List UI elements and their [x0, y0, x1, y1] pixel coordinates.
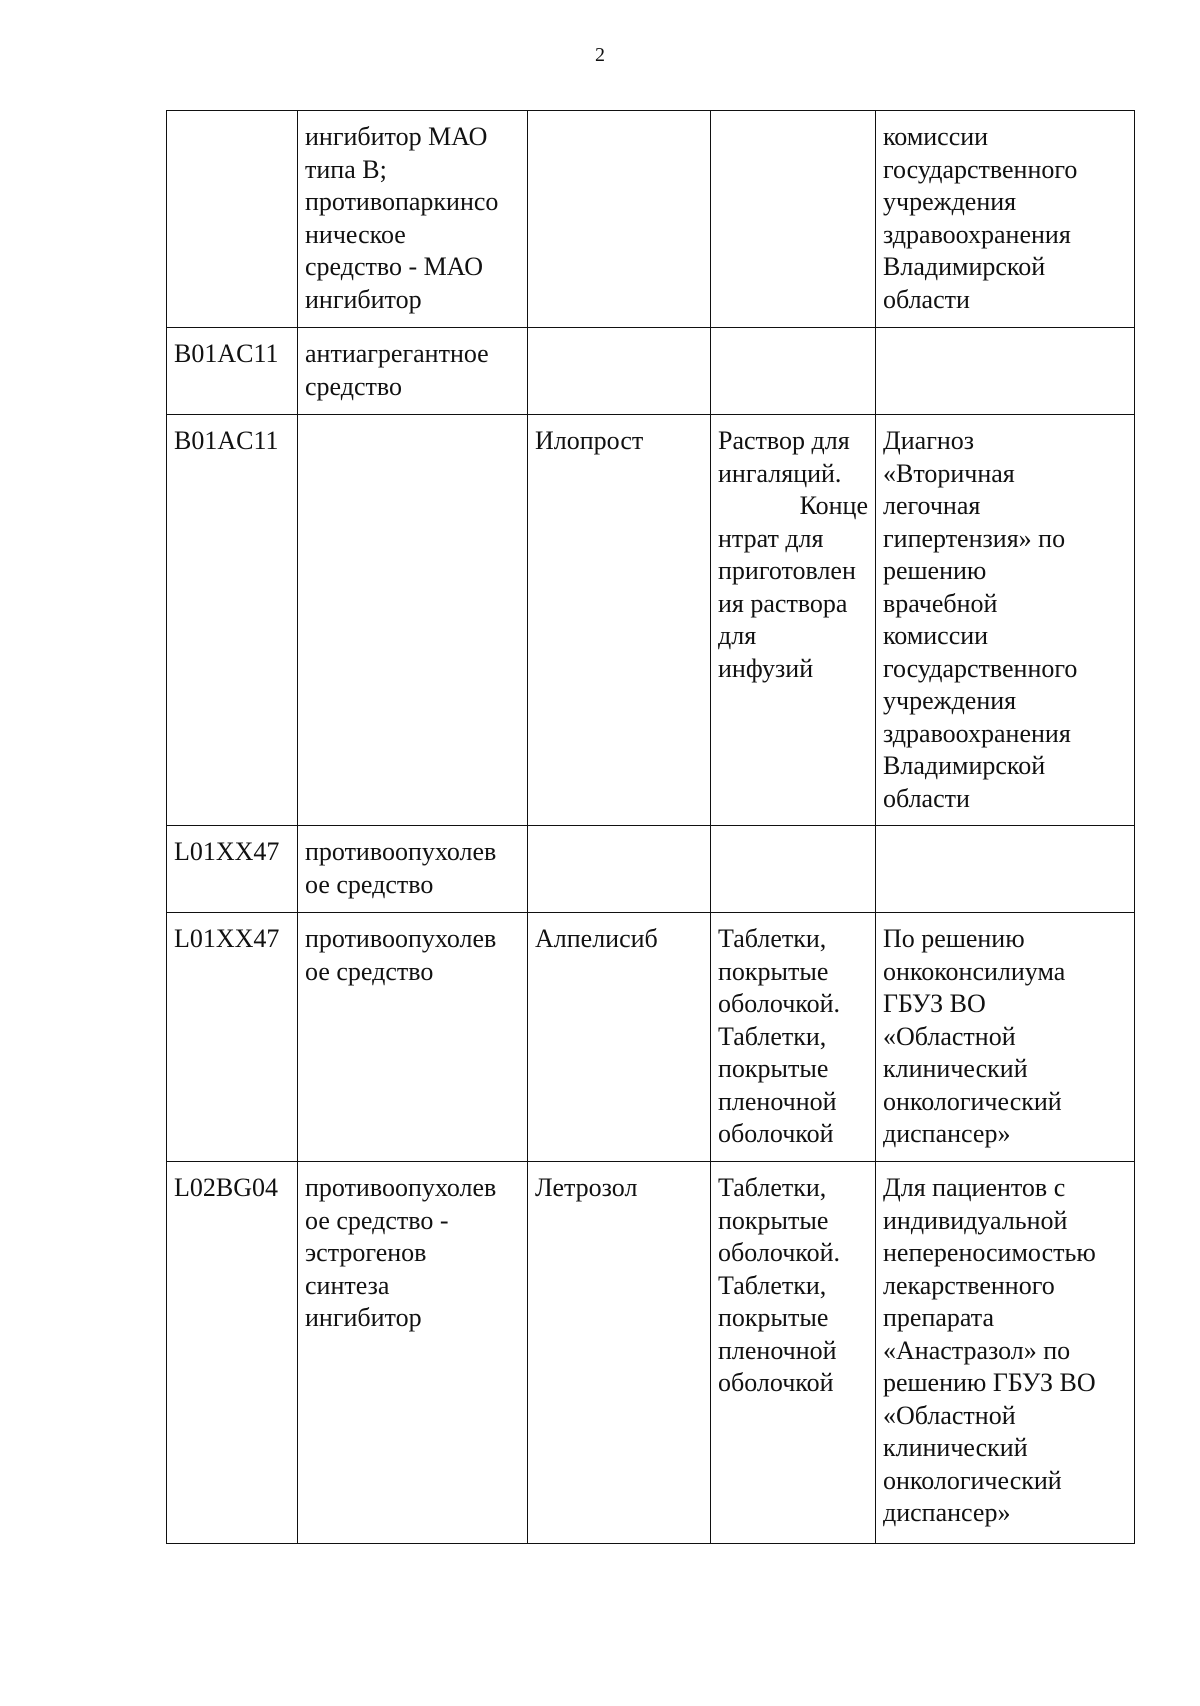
- atc-code-cell: [167, 1162, 298, 1544]
- cell-text-line: Таблетки,: [718, 1173, 827, 1202]
- cell-text-line: синтеза: [305, 1270, 390, 1300]
- cell-text-line: Таблетки,: [718, 1270, 827, 1300]
- cell-text-line: Для пациентов с: [883, 1173, 1066, 1202]
- pharmacological-group-cell: [298, 111, 528, 328]
- cell-text-line: онкологический: [883, 1465, 1062, 1495]
- prescription-condition-cell: [876, 328, 1135, 415]
- cell-text-line: учреждения: [883, 686, 1017, 715]
- pharmacological-group-cell: [298, 1162, 528, 1544]
- table-row: [167, 826, 1135, 913]
- cell-text-line: антиагрегантное: [305, 339, 489, 368]
- cell-text-line: непереносимостью: [883, 1238, 1096, 1267]
- drug-name-cell: [528, 111, 711, 328]
- cell-text-line: ническое: [305, 219, 406, 249]
- cell-text-line: решению: [883, 556, 987, 585]
- table-row: [167, 415, 1135, 826]
- drug-name-cell: [528, 1162, 711, 1544]
- cell-text-line: L01XX47: [174, 924, 280, 953]
- cell-text-line: Таблетки,: [718, 1021, 827, 1051]
- dosage-form-cell: [711, 1162, 876, 1544]
- dosage-form-cell: [711, 415, 876, 826]
- page-number: 2: [595, 44, 605, 66]
- cell-text-line: оболочкой.: [718, 989, 840, 1018]
- prescription-condition-cell: [876, 913, 1135, 1162]
- dosage-form-cell: [711, 913, 876, 1162]
- cell-text-line: индивидуальной: [883, 1205, 1068, 1235]
- cell-text-line: типа В;: [305, 154, 387, 184]
- cell-text-line: Владимирской: [883, 751, 1046, 780]
- cell-text-line: Алпелисиб: [535, 924, 658, 953]
- table-body: [167, 111, 1135, 1544]
- cell-text-line: комиссии: [883, 122, 989, 151]
- cell-text-line: эстрогенов: [305, 1238, 427, 1267]
- cell-text-line: приготовлен: [718, 556, 856, 585]
- table-row: [167, 111, 1135, 328]
- cell-text-line: противоопухолев: [305, 1173, 497, 1202]
- cell-text-line: ингаляций.: [718, 458, 842, 488]
- cell-text-line: пленочной: [718, 1086, 837, 1116]
- cell-text-line: ое средство: [305, 869, 434, 899]
- cell-text-line: средство: [305, 371, 402, 401]
- cell-text-line: учреждения: [883, 187, 1017, 216]
- cell-text-line: L01XX47: [174, 837, 280, 866]
- table-row: [167, 913, 1135, 1162]
- cell-text-line: гипертензия» по: [883, 523, 1066, 553]
- cell-text-line: По решению: [883, 924, 1025, 953]
- cell-text-line: препарата: [883, 1303, 994, 1332]
- cell-text-line: Владимирской: [883, 252, 1046, 281]
- cell-text-line: противоопухолев: [305, 837, 497, 866]
- prescription-condition-cell: [876, 415, 1135, 826]
- cell-text-line: «Вторичная: [883, 458, 1015, 488]
- cell-text-line: Таблетки,: [718, 924, 827, 953]
- table-row: [167, 328, 1135, 415]
- cell-text-line: оболочкой: [718, 1119, 834, 1148]
- cell-text-line: для: [718, 621, 757, 650]
- pharmacological-group-cell: [298, 826, 528, 913]
- cell-text-line: оболочкой.: [718, 1238, 840, 1267]
- cell-text-line: Илопрост: [535, 426, 644, 455]
- cell-text-line: «Областной: [883, 1021, 1016, 1051]
- cell-text-line: клинический: [883, 1054, 1028, 1083]
- cell-text-line: здравоохранения: [883, 219, 1071, 249]
- dosage-form-cell: [711, 111, 876, 328]
- prescription-condition-cell: [876, 111, 1135, 328]
- pharmacological-group-cell: [298, 913, 528, 1162]
- cell-text-line: L02BG04: [174, 1173, 278, 1202]
- drug-name-cell: [528, 415, 711, 826]
- cell-text-line: решению ГБУЗ ВО: [883, 1368, 1096, 1397]
- drug-name-cell: [528, 913, 711, 1162]
- cell-text-line: инфузий: [718, 653, 814, 683]
- cell-text-line: Раствор для: [718, 426, 850, 455]
- dosage-form-cell: [711, 328, 876, 415]
- cell-text-line: ингибитор МАО: [305, 122, 488, 151]
- drug-name-cell: [528, 826, 711, 913]
- cell-text-line: диспансер»: [883, 1498, 1011, 1527]
- cell-text-line: врачебной: [883, 588, 998, 618]
- table-row: [167, 1162, 1135, 1544]
- cell-text-line: онкологический: [883, 1086, 1062, 1116]
- cell-text-line: противопаркинсо: [305, 187, 499, 216]
- cell-text-line: противоопухолев: [305, 924, 497, 953]
- cell-text-line: легочная: [883, 491, 981, 520]
- atc-code-cell: [167, 826, 298, 913]
- cell-text-line: ия раствора: [718, 588, 848, 618]
- pharmacological-group-cell: [298, 328, 528, 415]
- cell-text-line: B01AC11: [174, 339, 279, 368]
- prescription-condition-cell: [876, 1162, 1135, 1544]
- cell-text-line: Диагноз: [883, 426, 975, 455]
- cell-text-line: покрытые: [718, 1054, 829, 1083]
- drug-name-cell: [528, 328, 711, 415]
- cell-text-line: «Анастразол» по: [883, 1335, 1071, 1365]
- atc-code-cell: [167, 415, 298, 826]
- cell-text-line: покрытые: [718, 956, 829, 986]
- pharmacological-group-cell: [298, 415, 528, 826]
- cell-text-line: государственного: [883, 653, 1078, 683]
- cell-text-line: лекарственного: [883, 1270, 1055, 1300]
- cell-text-line: здравоохранения: [883, 718, 1071, 748]
- cell-text-line: Конце: [799, 491, 868, 520]
- cell-text-line: оболочкой: [718, 1368, 834, 1397]
- cell-text-line: ое средство -: [305, 1205, 449, 1235]
- cell-text-line: ингибитор: [305, 1303, 422, 1332]
- prescription-condition-cell: [876, 826, 1135, 913]
- cell-text-line: ГБУЗ ВО: [883, 989, 986, 1018]
- cell-text-line: Летрозол: [535, 1173, 638, 1202]
- cell-text-line: клинический: [883, 1433, 1028, 1462]
- cell-text-line: государственного: [883, 154, 1078, 184]
- cell-text-line: нтрат для: [718, 523, 824, 553]
- cell-text-line: средство - МАО: [305, 252, 484, 281]
- atc-code-cell: [167, 111, 298, 328]
- cell-text-line: комиссии: [883, 621, 989, 650]
- drug-list-table: [166, 110, 1135, 1544]
- atc-code-cell: [167, 328, 298, 415]
- cell-text-line: области: [883, 783, 970, 813]
- cell-text-line: покрытые: [718, 1303, 829, 1332]
- cell-text-line: диспансер»: [883, 1119, 1011, 1148]
- atc-code-cell: [167, 913, 298, 1162]
- cell-text-line: покрытые: [718, 1205, 829, 1235]
- dosage-form-cell: [711, 826, 876, 913]
- cell-text-line: онкоконсилиума: [883, 956, 1066, 986]
- cell-text-line: «Областной: [883, 1400, 1016, 1430]
- cell-text-line: ое средство: [305, 956, 434, 986]
- cell-text-line: пленочной: [718, 1335, 837, 1365]
- cell-text-line: B01AC11: [174, 426, 279, 455]
- cell-text-line: ингибитор: [305, 284, 422, 314]
- cell-text-line: области: [883, 284, 970, 314]
